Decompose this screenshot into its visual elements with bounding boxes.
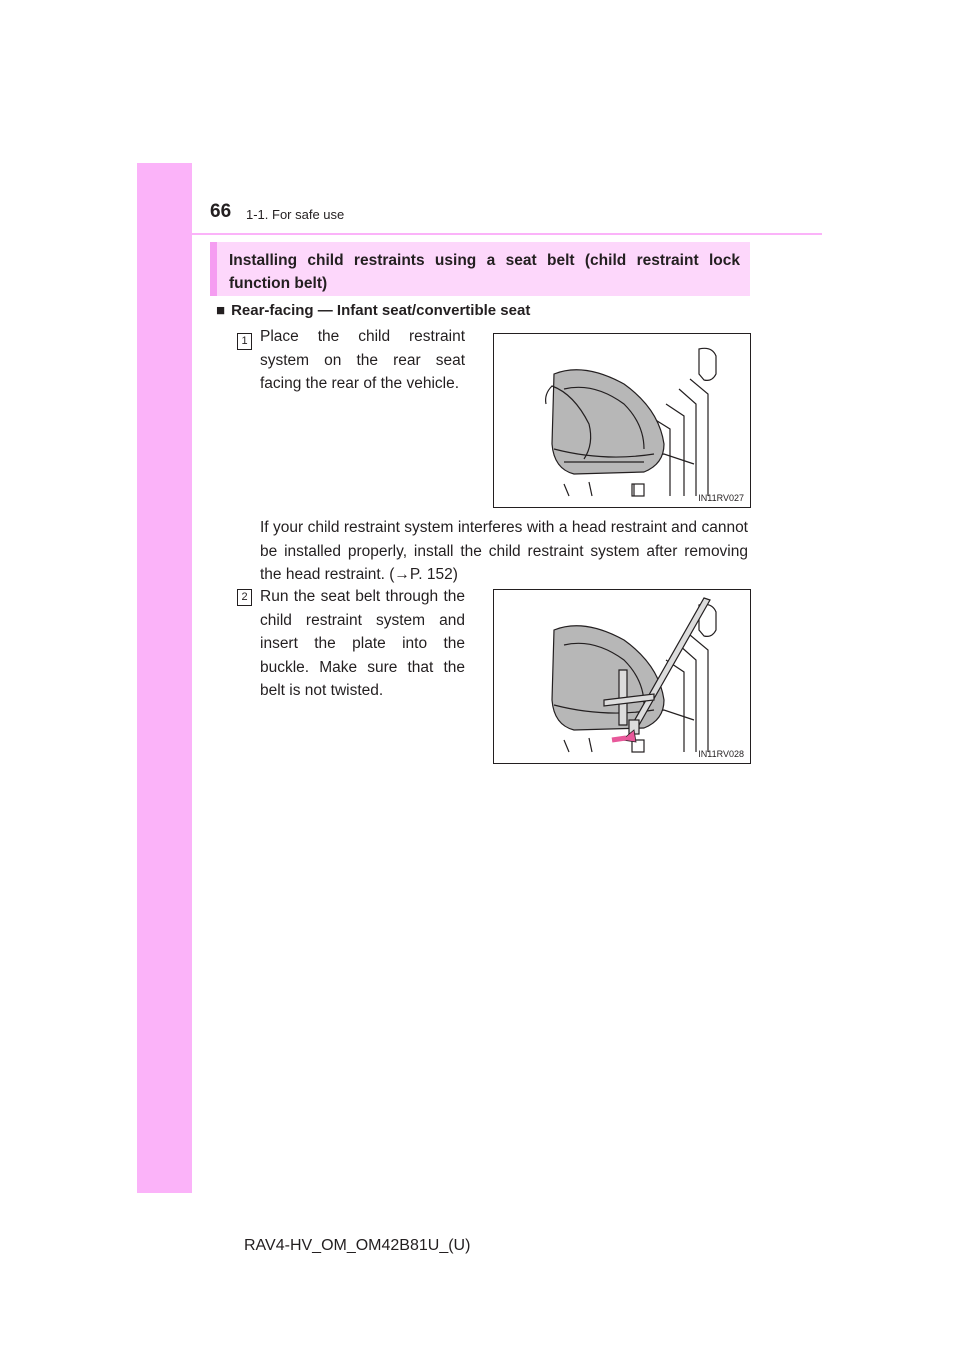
figure-code-1: IN11RV027: [698, 493, 744, 503]
sub-heading: [216, 302, 530, 319]
figure-step-1: [493, 333, 751, 508]
section-heading: Installing child restraints using a seat belt (child restraint lock function belt): [229, 252, 740, 292]
step-2-text: Run the seat belt through the child restraint system and insert the plate into the buckle. Make sure that the belt is not twisted.: [260, 588, 465, 699]
step-1-text: Place the child restraint system on the rear seat facing the rear of the vehicle.: [260, 328, 465, 392]
footer-doc-id: RAV4-HV_OM_OM42B81U_(U): [244, 1237, 471, 1254]
step-number-2: 2: [237, 589, 252, 606]
seat-belt-illustration: [494, 590, 750, 763]
page-number: 66: [210, 201, 232, 222]
step-number-1: 1: [237, 333, 252, 350]
section-heading-box: [210, 242, 750, 296]
section-label: 1-1. For safe use: [246, 207, 345, 222]
square-bullet-icon: ■: [216, 302, 226, 319]
head-restraint-note: If your child restraint system interferes with a head restraint and cannot be installed properly, install the child restraint system after removing the head restraint. (→P. 152): [260, 519, 748, 583]
sub-heading-text: Rear-facing — Infant seat/convertible seat: [231, 302, 531, 319]
side-tab: [137, 163, 192, 1193]
figure-step-2: [493, 589, 751, 764]
header-rule: [192, 233, 822, 235]
figure-code-2: IN11RV028: [698, 749, 744, 759]
infant-seat-illustration: [494, 334, 750, 507]
